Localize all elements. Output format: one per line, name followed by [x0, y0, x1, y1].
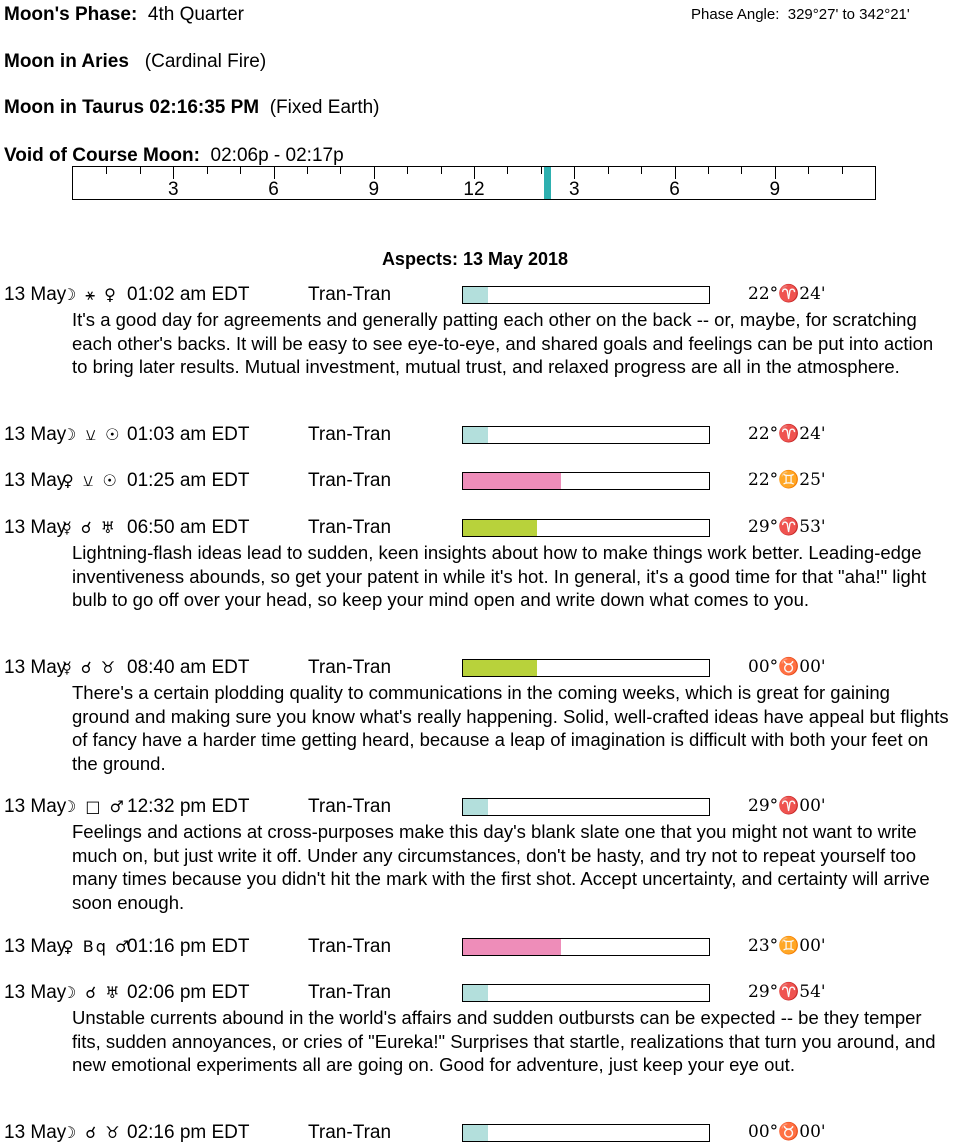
aspect-strength-fill: [463, 660, 537, 676]
phase-angle-value: 329°27' to 342°21': [787, 6, 910, 23]
timeline-tick: [441, 167, 442, 174]
aspect-glyphs-icon: ☽ ⚹ ♀: [62, 285, 118, 304]
aspect-position: 29°♈00': [748, 796, 826, 816]
aspect-strength-fill: [463, 939, 561, 955]
aspect-position: 00°♉00': [748, 657, 826, 677]
moon-phase: [4, 4, 244, 26]
timeline-tick: [507, 167, 508, 174]
aspect-entry: [4, 796, 964, 914]
aspect-row: [4, 982, 964, 1006]
aspect-time: 01:25 am EDT: [127, 470, 250, 491]
aspect-time: 01:16 pm EDT: [127, 936, 250, 957]
timeline-tick: [641, 167, 642, 174]
aspect-glyphs-icon: ☽ ☌ ♅: [62, 983, 122, 1002]
aspect-entry: [4, 982, 964, 1077]
aspect-strength-bar: [462, 472, 710, 490]
aspect-date: 13 May: [4, 424, 67, 445]
aspect-strength-bar: [462, 659, 710, 677]
aspect-strength-fill: [463, 473, 561, 489]
timeline-tick: [608, 167, 609, 174]
aspect-date: 13 May: [4, 936, 67, 957]
aspect-strength-bar: [462, 1124, 710, 1142]
aspect-position: 00°♉00': [748, 1122, 826, 1142]
aspect-time: 01:03 am EDT: [127, 424, 250, 445]
aspect-row: [4, 796, 964, 820]
aspect-strength-fill: [463, 520, 537, 536]
aspect-strength-bar: [462, 984, 710, 1002]
aspect-position: 22°♈24': [748, 424, 826, 444]
aspect-strength-fill: [463, 985, 488, 1001]
timeline-tick: [340, 167, 341, 174]
voc-timeline: [72, 166, 876, 200]
aspect-description: There's a certain plodding quality to communications in the coming weeks, which is great for gaining ground and making sure you know what's really happening. Solid, well-crafted ideas have appeal but flights of fancy have a harder time getting heard, because a leap of imagination is difficult with both your feet on the ground.: [72, 682, 949, 774]
aspect-description: Feelings and actions at cross-purposes make this day's blank slate one that you might not want to write much on, but just write it off. Under any circumstances, don't be hasty, and try not to repeat yourself too many times because you didn't hit the mark with the first shot. Accept uncertainty, and certainty will arrive soon enough.: [72, 821, 930, 913]
moon-sign-quality: (Fixed Earth): [269, 97, 380, 118]
aspect-row: [4, 517, 964, 541]
timeline-tick: [808, 167, 809, 174]
aspect-kind: Tran-Tran: [308, 517, 392, 538]
aspect-row: [4, 424, 964, 448]
aspect-strength-fill: [463, 287, 488, 303]
moon-sign-taurus: [4, 97, 380, 119]
aspect-position: 22°♊25': [748, 470, 826, 490]
moon-sign-label: Moon in Taurus 02:16:35 PM: [4, 97, 260, 118]
timeline-tick: [140, 167, 141, 174]
aspect-time: 08:40 am EDT: [127, 657, 250, 678]
moon-sign-label: Moon in Aries: [4, 51, 129, 72]
aspect-row: [4, 470, 964, 494]
timeline-tick: [775, 167, 776, 179]
aspect-kind: Tran-Tran: [308, 982, 392, 1003]
aspect-entry: [4, 517, 964, 612]
timeline-tick: [207, 167, 208, 174]
timeline-tick: [407, 167, 408, 174]
aspect-date: 13 May: [4, 796, 67, 817]
aspect-kind: Tran-Tran: [308, 796, 392, 817]
aspect-date: 13 May: [4, 284, 67, 305]
aspect-date: 13 May: [4, 1122, 67, 1143]
aspect-strength-bar: [462, 798, 710, 816]
timeline-label: 3: [167, 179, 179, 200]
timeline-tick: [240, 167, 241, 174]
aspect-time: 06:50 am EDT: [127, 517, 250, 538]
aspect-strength-bar: [462, 938, 710, 956]
aspect-glyphs-icon: ♀ Bq ♂: [62, 937, 132, 956]
voc-value: 02:06p - 02:17p: [210, 145, 344, 166]
aspect-time: 02:16 pm EDT: [127, 1122, 250, 1143]
aspect-time: 02:06 pm EDT: [127, 982, 250, 1003]
phase-angle-label: Phase Angle:: [691, 6, 780, 23]
timeline-tick: [541, 167, 542, 174]
aspect-strength-fill: [463, 427, 488, 443]
aspect-kind: Tran-Tran: [308, 470, 392, 491]
aspect-position: 29°♈54': [748, 982, 826, 1002]
aspect-date: 13 May: [4, 657, 67, 678]
moon-sign-quality: (Cardinal Fire): [144, 51, 267, 72]
phase-angle: [691, 6, 910, 23]
aspect-description: It's a good day for agreements and generally patting each other on the back -- or, maybe, for scratching each other's backs. It will be easy to see eye-to-eye, and shared goals and feelings can be put into action to bring later results. Mutual investment, mutual trust, and relaxed progress are all in the atmosphere.: [72, 309, 934, 377]
aspect-entry: [4, 424, 964, 448]
aspect-glyphs-icon: ☽ ☌ ♉: [62, 1123, 122, 1142]
aspect-description: Unstable currents abound in the world's affairs and sudden outbursts can be expected -- be they temper fits, sudden annoyances, or cries of "Eureka!" Surprises that startle, realizations that turn you around, and new emotional experiments all are going on. Good for adventure, just keep your eye out.: [72, 1007, 936, 1075]
timeline-label: 9: [368, 179, 380, 200]
aspect-time: 12:32 pm EDT: [127, 796, 250, 817]
aspect-description: Lightning-flash ideas lead to sudden, keen insights about how to make things work better. Leading-edge inventiveness abounds, so get your patent in while it's hot. In general, it's a good time for that "aha!" light bulb to go off over your head, so keep your mind open and write down what comes to you.: [72, 542, 927, 610]
aspect-position: 29°♈53': [748, 517, 826, 537]
aspect-kind: Tran-Tran: [308, 657, 392, 678]
timeline-label: 9: [769, 179, 781, 200]
timeline-tick: [474, 167, 475, 179]
aspect-time: 01:02 am EDT: [127, 284, 250, 305]
timeline-tick: [374, 167, 375, 179]
aspect-glyphs-icon: ☽ □ ♂: [62, 797, 126, 816]
aspect-strength-fill: [463, 1125, 488, 1141]
aspect-entry: [4, 936, 964, 960]
aspect-row: [4, 657, 964, 681]
aspect-row: [4, 1122, 964, 1146]
timeline-label: 6: [669, 179, 680, 200]
aspect-strength-bar: [462, 286, 710, 304]
moon-sign-aries: [4, 51, 266, 73]
void-of-course: [4, 145, 344, 167]
timeline-label: 6: [268, 179, 279, 200]
aspect-strength-fill: [463, 799, 488, 815]
aspect-date: 13 May: [4, 982, 67, 1003]
aspect-position: 22°♈24': [748, 284, 826, 304]
aspects-title: Aspects: 13 May 2018: [381, 249, 569, 269]
aspect-entry: [4, 1122, 964, 1146]
timeline-tick: [842, 167, 843, 174]
moon-phase-label: Moon's Phase:: [4, 4, 138, 25]
aspect-glyphs-icon: ☿ ☌ ♅: [62, 518, 118, 537]
timeline-label: 12: [463, 179, 485, 200]
aspect-entry: [4, 284, 964, 379]
moon-phase-value: 4th Quarter: [147, 4, 244, 25]
timeline-tick: [274, 167, 275, 179]
aspect-row: [4, 936, 964, 960]
aspect-strength-bar: [462, 426, 710, 444]
aspect-row: [4, 284, 964, 308]
voc-label: Void of Course Moon:: [4, 145, 200, 166]
timeline-tick: [708, 167, 709, 174]
aspect-glyphs-icon: ☿ ☌ ♉: [62, 658, 118, 677]
aspect-date: 13 May: [4, 517, 67, 538]
timeline-tick: [106, 167, 107, 174]
timeline-label: 3: [568, 179, 580, 200]
aspect-date: 13 May: [4, 470, 67, 491]
aspect-glyphs-icon: ☽ ⚺ ☉: [62, 425, 122, 444]
timeline-tick: [574, 167, 575, 179]
aspect-entry: [4, 657, 964, 775]
aspect-kind: Tran-Tran: [308, 424, 392, 445]
timeline-tick: [307, 167, 308, 174]
timeline-tick: [741, 167, 742, 174]
aspect-kind: Tran-Tran: [308, 936, 392, 957]
aspect-position: 23°♊00': [748, 936, 826, 956]
timeline-tick: [173, 167, 174, 179]
aspect-strength-bar: [462, 519, 710, 537]
voc-marker: [544, 167, 551, 199]
aspect-glyphs-icon: ♀ ⚺ ☉: [62, 471, 119, 490]
aspect-kind: Tran-Tran: [308, 284, 392, 305]
timeline-tick: [675, 167, 676, 179]
aspect-kind: Tran-Tran: [308, 1122, 392, 1143]
aspect-entry: [4, 470, 964, 494]
